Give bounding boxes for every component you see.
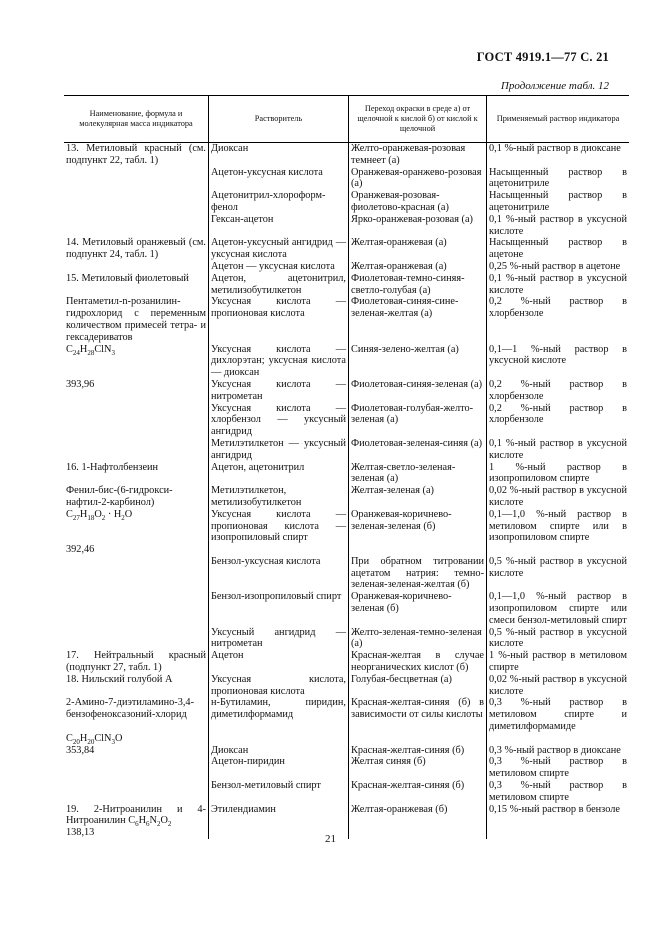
table-row (64, 296, 629, 343)
indicator-cell: 353,84 (64, 745, 209, 757)
solution-cell: 0,1—1 %-ный раствор в уксусной кислоте (489, 343, 627, 367)
transition-cell: Фиолетовая-синяя-сине-зеленая-желтая (а) (349, 296, 487, 343)
solvent-cell: Уксусная кислота — пропионовая кислота — изопропиловый спирт (209, 509, 349, 544)
indicator-cell (64, 190, 209, 214)
indicator-table (64, 95, 629, 839)
solution-cell: 0,3 %-ный раствор в диоксане (489, 744, 621, 756)
solution-cell: Насыщенный раствор в ацетонитриле (489, 166, 627, 190)
solution-cell: 0,3 %-ный раствор в метиловом спирте (489, 780, 627, 803)
solvent-cell: Уксусный ангидрид — нитрометан (209, 627, 349, 651)
solvent-cell: Диоксан (209, 745, 349, 757)
solution-cell: 0,25 %-ный раствор в ацетоне (489, 260, 621, 272)
table-row (64, 509, 629, 544)
solution-cell: 0,1 %-ный раствор в уксусной кислоте (489, 437, 627, 461)
indicator-cell: 15. Метиловый фиолетовый (64, 273, 209, 297)
transition-cell: Желто-оранжевая-розовая темнеет (а) (349, 143, 487, 167)
solvent-cell: Метилэтилкетон — уксусный ангидрид (209, 438, 349, 462)
solvent-cell (209, 544, 349, 556)
indicator-cell (64, 780, 209, 804)
table-row (64, 403, 629, 438)
solvent-cell (209, 733, 349, 745)
transition-cell: Красная-желтая-синяя (б) в зависимости от силы кислоты (349, 697, 487, 732)
indicator-cell: Фенил-бис-(6-гидрокси-нафтил-2-карбинол) (64, 485, 209, 509)
solvent-cell: Диоксан (209, 143, 349, 167)
indicator-cell (64, 403, 209, 438)
column-header-transition: Переход окраски в среде а) от щелочной к кислой б) от кислой к щелочной (349, 96, 487, 143)
solution-cell: 0,5 %-ный раствор в уксусной кислоте (489, 555, 627, 579)
indicator-cell (64, 214, 209, 238)
solvent-cell: Бензол-изопропиловый спирт (209, 591, 349, 626)
indicator-cell: 18. Нильский голубой А (64, 674, 209, 698)
solution-cell: 0,1 %-ный раствор в диоксане (489, 143, 621, 154)
indicator-cell (64, 556, 209, 591)
table-row (64, 273, 629, 297)
transition-cell (349, 733, 487, 745)
page-header: ГОСТ 4919.1—77 С. 21 (476, 50, 609, 64)
solvent-cell: Этилендиамин (209, 804, 349, 828)
indicator-cell: 392,46 (64, 544, 209, 556)
solution-cell: Насыщенный раствор в ацетонитриле (489, 190, 627, 213)
transition-cell: При обратном титровании ацетатом натрия: темно-зеленая-зеленая-желтая (б) (349, 556, 487, 591)
solvent-cell: Ацетон-уксусная кислота (209, 167, 349, 191)
table-row (64, 190, 629, 214)
solution-cell: 0,1 %-ный раствор в уксусной кислоте (489, 272, 627, 296)
indicator-cell: 138,13 (64, 827, 209, 839)
column-header-indicator: Наименование, формула и молекулярная масса индикатора (64, 96, 209, 143)
solvent-cell: Гексан-ацетон (209, 214, 349, 238)
table-row (64, 650, 629, 674)
transition-cell: Фиолетовая-зеленая-синяя (а) (349, 438, 487, 462)
indicator-cell: 13. Метиловый красный (см. подпункт 22, табл. 1) (64, 143, 209, 167)
solution-cell (487, 733, 630, 745)
solution-cell: Насыщенный раствор в ацетоне (489, 237, 627, 261)
table-row (64, 167, 629, 191)
solvent-cell: Уксусная кислота — дихлорэтан; уксусная кислота — диоксан (209, 344, 349, 379)
column-header-solvent: Растворитель (209, 96, 349, 143)
transition-cell: Оранжевая-коричнево-зеленая (б) (349, 591, 487, 626)
transition-cell: Ярко-оранжевая-розовая (а) (349, 214, 487, 238)
transition-cell: Красная-желтая-синяя (б) (349, 745, 487, 757)
solution-cell (487, 544, 630, 556)
table-row (64, 756, 629, 780)
solvent-cell: Ацетон-уксусный ангидрид — уксусная кислота (209, 237, 349, 261)
column-header-solution: Применяемый раствор индикатора (487, 96, 630, 143)
table-row (64, 344, 629, 379)
transition-cell: Красная-желтая в случае неорганических кислот (б) (349, 650, 487, 674)
transition-cell (349, 544, 487, 556)
solution-cell: 0,2 %-ный раствор в хлорбензоле (489, 378, 627, 402)
transition-cell: Красная-желтая-синяя (б) (349, 780, 487, 804)
table-row (64, 627, 629, 651)
solution-cell: 0,1 %-ный раствор в уксусной кислоте (489, 213, 627, 237)
solution-cell: 0,2 %-ный раствор в хлорбензоле (489, 296, 627, 320)
solvent-cell: н-Бутиламин, пиридин, диметилформамид (209, 697, 349, 732)
solution-cell: 1 %-ный раствор в изопропиловом спирте (489, 461, 627, 485)
transition-cell: Желтая-оранжевая (б) (349, 804, 487, 828)
indicator-cell: 16. 1-Нафтолбензеин (64, 462, 209, 486)
solution-cell: 0,5 %-ный раствор в уксусной кислоте (489, 626, 627, 650)
solvent-cell: Ацетон — уксусная кислота (209, 261, 349, 273)
indicator-cell: $C_{20}H_{20}ClN_3O$ (64, 733, 209, 745)
indicator-cell (64, 591, 209, 626)
indicator-cell (64, 756, 209, 780)
solution-cell: 0,15 %-ный раствор в бензоле (489, 803, 620, 815)
table-row (64, 379, 629, 403)
page-number: 21 (325, 833, 336, 845)
transition-cell: Желтая-светло-зеленая-зеленая (а) (349, 462, 487, 486)
solution-cell: 0,1—1,0 %-ный раствор в метиловом спирте или в изопропиловом спирте (489, 508, 627, 544)
table-row (64, 745, 629, 757)
indicator-cell (64, 438, 209, 462)
solvent-cell: Уксусная кислота — пропионовая кислота (209, 296, 349, 343)
table-row (64, 485, 629, 509)
transition-cell: Оранжевая-розовая-фиолетово-красная (а) (349, 190, 487, 214)
indicator-cell: 2-Амино-7-диэтиламино-3,4-бензофеноксазоний-хлорид (64, 697, 209, 732)
transition-cell: Оранжевая-коричнево-зеленая-зеленая (б) (349, 509, 487, 544)
table-row (64, 237, 629, 261)
solvent-cell: Метилэтилкетон, метилизобутилкетон (209, 485, 349, 509)
transition-cell: Желтая-зеленая (а) (349, 485, 487, 509)
indicator-cell: 19. 2-Нитроанилин и 4-Нитроанилин $C_6H_6N_2O_2$ (64, 804, 209, 828)
solvent-cell: Ацетон-пиридин (209, 756, 349, 780)
indicator-cell: 393,96 (64, 379, 209, 403)
table-row (64, 804, 629, 828)
indicator-cell: 17. Нейтральный красный (подпункт 27, табл. 1) (64, 650, 209, 674)
table-row (64, 544, 629, 556)
transition-cell: Желтая синяя (б) (349, 756, 487, 780)
indicator-cell: Пентаметил-n-розанилин-гидрохлорид с переменным количеством примесей тетра- и гексадериватов (64, 296, 209, 343)
solution-cell: 0,2 %-ный раствор в хлорбензоле (489, 402, 627, 426)
table-row (64, 674, 629, 698)
table-row (64, 214, 629, 238)
solvent-cell: Ацетонитрил-хлороформ-фенол (209, 190, 349, 214)
indicator-cell (64, 167, 209, 191)
indicator-cell: 14. Метиловый оранжевый (см. подпункт 24, табл. 1) (64, 237, 209, 261)
table-row (64, 438, 629, 462)
transition-cell: Голубая-бесцветная (а) (349, 674, 487, 698)
table-row (64, 591, 629, 626)
solvent-cell: Ацетон, ацетонитрил (209, 462, 349, 486)
table-header-row (64, 96, 629, 143)
solution-cell: 0,02 %-ный раствор в уксусной кислоте (489, 673, 627, 697)
solvent-cell: Уксусная кислота — нитрометан (209, 379, 349, 403)
table-row (64, 261, 629, 273)
table-row (64, 462, 629, 486)
indicator-cell (64, 261, 209, 273)
solution-cell: 0,3 %-ный раствор в метиловом спирте и диметилформамиде (489, 697, 627, 733)
table-row (64, 697, 629, 732)
table-row (64, 780, 629, 804)
transition-cell: Желтая-оранжевая (а) (349, 261, 487, 273)
solvent-cell: Ацетон (209, 650, 349, 674)
transition-cell: Фиолетовая-темно-синяя- светло-голубая (а) (349, 273, 487, 297)
transition-cell: Фиолетовая-синяя-зеленая (а) (349, 379, 487, 403)
solution-cell: 1 %-ный раствор в метиловом спирте (489, 650, 627, 674)
indicator-cell: $C_{24}H_{28}ClN_3$ (64, 344, 209, 379)
solution-cell: 0,1—1,0 %-ный раствор в изопропиловом спирте или смеси бензол-метиловый спирт (489, 591, 627, 626)
table-row (64, 733, 629, 745)
solution-cell: 0,3 %-ный раствор в метиловом спирте (489, 756, 627, 780)
table-continuation-label: Продолжение табл. 12 (500, 80, 609, 92)
transition-cell: Желто-зеленая-темно-зеленая (а) (349, 627, 487, 651)
solvent-cell: Ацетон, ацетонитрил, метилизобутилкетон (209, 273, 349, 297)
solvent-cell: Бензол-метиловый спирт (209, 780, 349, 804)
indicator-cell: $C_{27}H_{18}O_2 \cdot H_2O$ (64, 509, 209, 544)
table-row (64, 556, 629, 591)
solvent-cell: Бензол-уксусная кислота (209, 556, 349, 591)
transition-cell: Фиолетовая-голубая-желто-зеленая (а) (349, 403, 487, 438)
solution-cell: 0,02 %-ный раствор в уксусной кислоте (489, 485, 627, 508)
solvent-cell: Уксусная кислота, пропионовая кислота (209, 674, 349, 698)
transition-cell: Синяя-зелено-желтая (а) (349, 344, 487, 379)
indicator-cell (64, 627, 209, 651)
table-body (64, 143, 629, 840)
transition-cell: Желтая-оранжевая (а) (349, 237, 487, 261)
solvent-cell: Уксусная кислота — хлорбензол — уксусный ангидрид (209, 403, 349, 438)
transition-cell: Оранжевая-оранжево-розовая (а) (349, 167, 487, 191)
table-row (64, 143, 629, 167)
